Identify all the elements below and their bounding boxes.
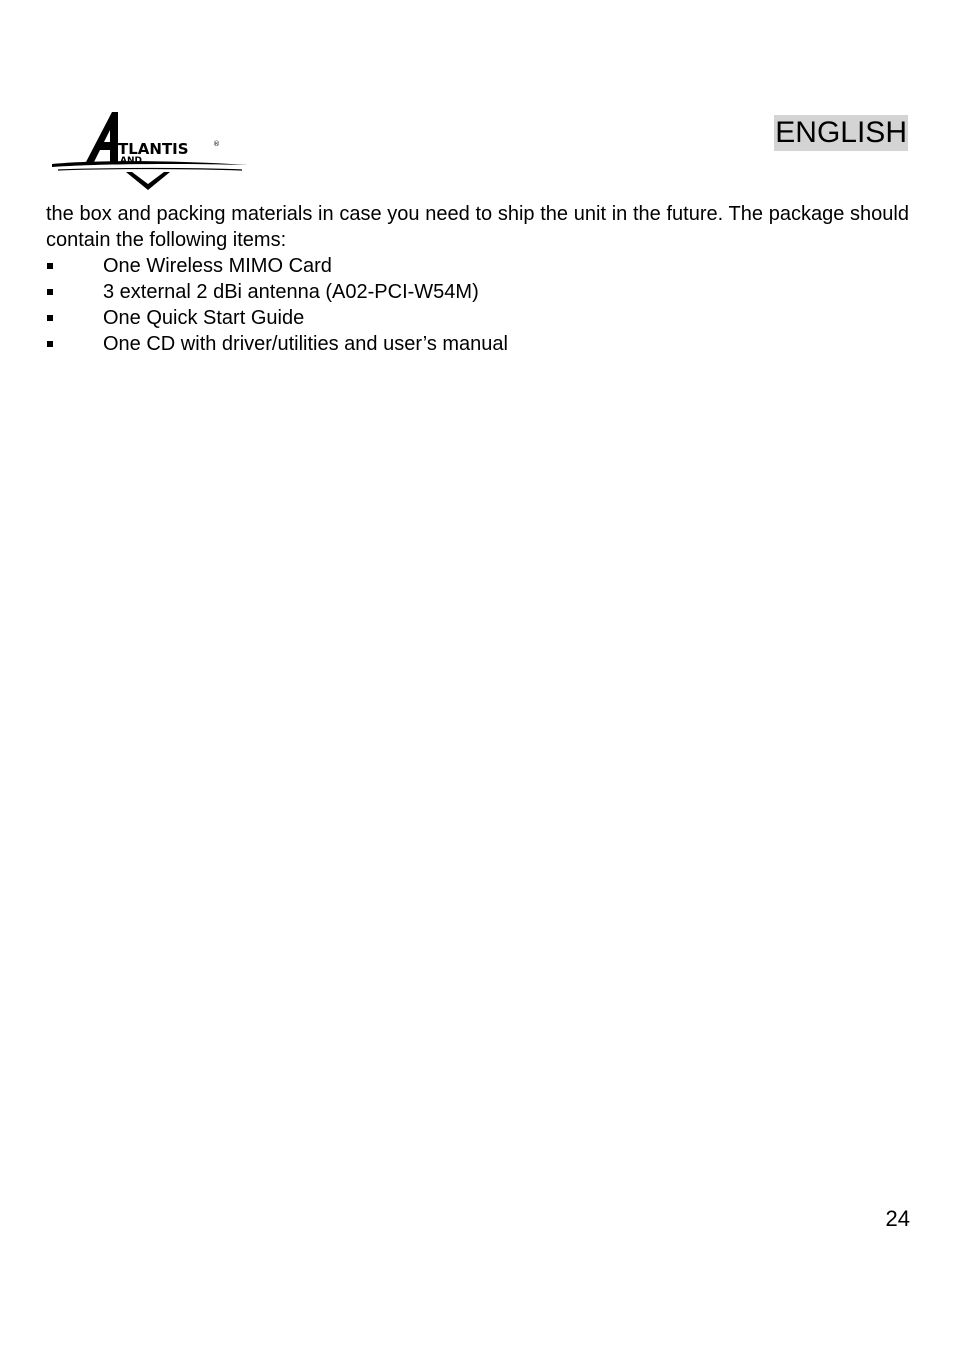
intro-paragraph: the box and packing materials in case you need to ship the unit in the future. The package should contain the following items: — [46, 203, 909, 251]
list-item-text: One CD with driver/utilities and user’s manual — [103, 333, 508, 355]
square-bullet-icon — [47, 289, 53, 295]
svg-text:AND: AND — [120, 156, 142, 166]
page-number: 24 — [885, 1206, 910, 1231]
list-item-text: One Wireless MIMO Card — [103, 255, 332, 277]
logo-mark-icon — [52, 110, 248, 196]
square-bullet-icon — [47, 341, 53, 347]
package-contents-list — [46, 253, 909, 357]
document-body — [46, 201, 909, 357]
svg-text:TLANTIS: TLANTIS — [118, 140, 189, 158]
list-item-text: One Quick Start Guide — [103, 307, 305, 329]
language-label: ENGLISH — [775, 116, 907, 149]
atlantis-land-logo — [52, 110, 248, 196]
square-bullet-icon — [47, 263, 53, 269]
list-item — [46, 331, 909, 357]
list-item-text: 3 external 2 dBi antenna (A02-PCI-W54M) — [103, 281, 479, 303]
list-item — [46, 279, 909, 305]
list-item — [46, 305, 909, 331]
square-bullet-icon — [47, 315, 53, 321]
svg-text:®: ® — [213, 140, 220, 148]
list-item — [46, 253, 909, 279]
